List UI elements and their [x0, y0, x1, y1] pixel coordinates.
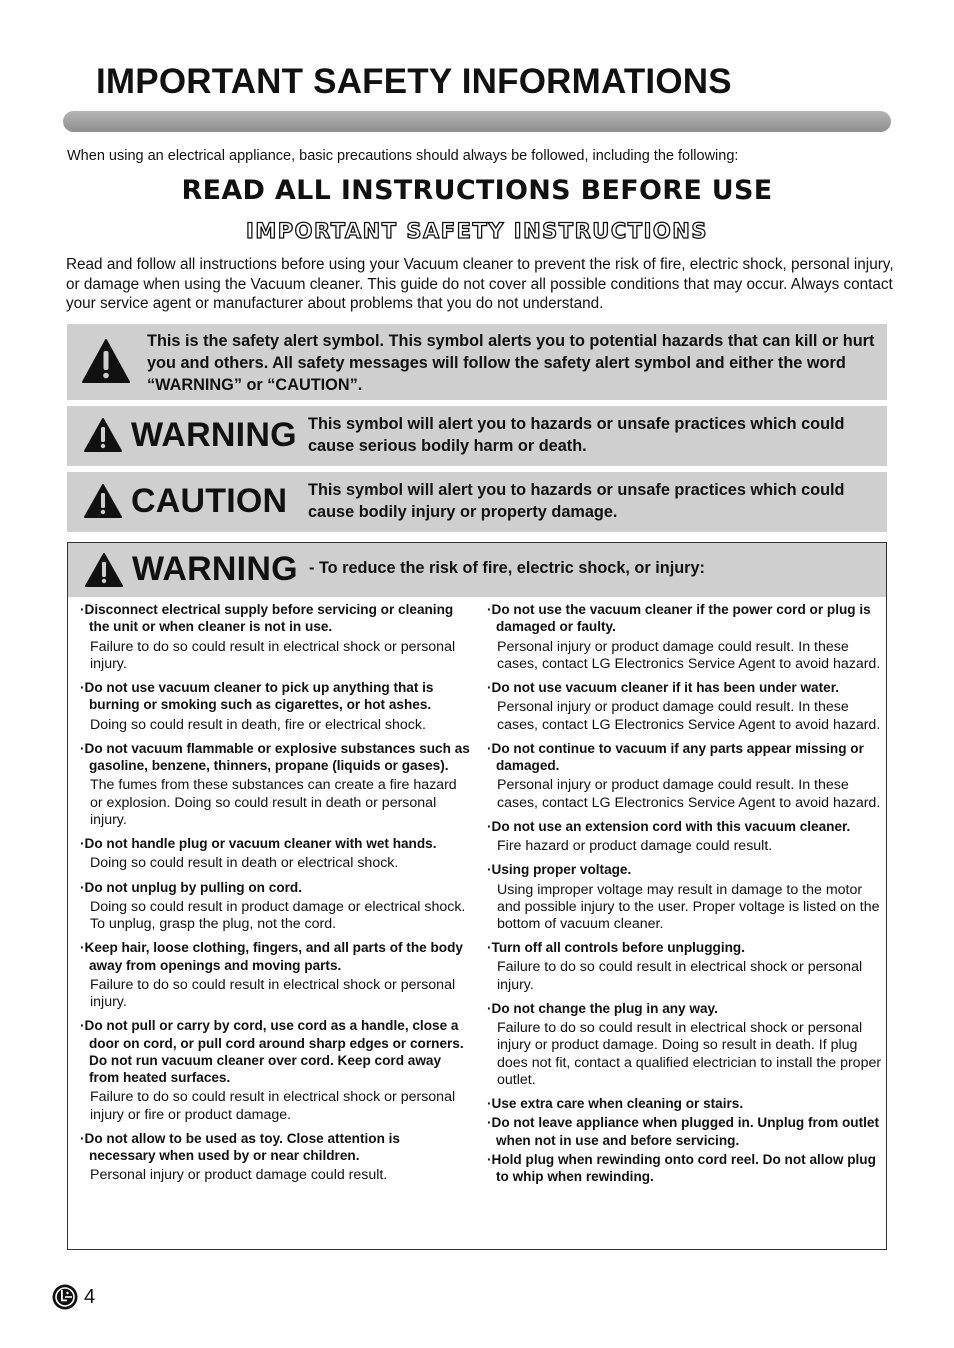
warning-list-left-column	[80, 601, 470, 1191]
item-title: · Do not use vacuum cleaner to pick up anything that is burning or smoking such as cigarettes, or hot ashes.	[80, 679, 470, 714]
warning-list-header	[68, 543, 886, 597]
warning-list-right-column	[487, 601, 882, 1191]
item-body: Personal injury or product damage could result. In these cases, contact LG Electronics Service Agent to avoid hazard.	[497, 638, 881, 672]
item-body: Using improper voltage may result in damage to the motor and possible injury to the user. Proper voltage is listed on the bottom of vacuum cleaner.	[497, 881, 880, 932]
warning-list-subtitle: - To reduce the risk of fire, electric shock, or injury:	[309, 559, 705, 577]
item-body: Failure to do so could result in electrical shock or personal injury or fire or product damage.	[90, 1089, 456, 1123]
item-body: Personal injury or product damage could result. In these cases, contact LG Electronics Service Agent to avoid hazard.	[497, 777, 881, 811]
safety-alert-symbol-text: This is the safety alert symbol. This symbol alerts you to potential hazards that can kill or hurt you and others. All safety messages will follow the safety alert symbol and either the word “WARNING” or “CAUTION”.	[147, 332, 875, 394]
warning-definition-text: This symbol will alert you to hazards or unsafe practices which could cause serious bodily harm or death.	[308, 415, 845, 455]
list-item	[80, 939, 470, 1011]
warning-definition-box	[67, 406, 887, 466]
warning-signal-word: WARNING	[131, 416, 297, 454]
warning-triangle-icon	[83, 417, 123, 453]
list-item	[487, 1151, 882, 1186]
caution-definition-text: This symbol will alert you to hazards or unsafe practices which could cause bodily injury or property damage.	[308, 481, 845, 521]
list-item	[487, 1000, 882, 1089]
item-title: · Do not use vacuum cleaner if it has been under water.	[487, 679, 882, 696]
caution-signal-word: CAUTION	[131, 482, 288, 520]
caution-triangle-icon	[83, 483, 123, 519]
item-title: · Disconnect electrical supply before servicing or cleaning the unit or when cleaner is not in use.	[80, 601, 470, 636]
list-item	[80, 1130, 470, 1185]
item-body: Personal injury or product damage could result. In these cases, contact LG Electronics Service Agent to avoid hazard.	[497, 699, 881, 733]
intro-paragraph: Read and follow all instructions before using your Vacuum cleaner to prevent the risk of fire, electric shock, personal injury, or damage when using the Vacuum cleaner. This guide do not cover all possible conditions that may occur. Always contact your service agent or manufacturer about problems that you do not understand.	[66, 256, 894, 312]
page-number: 4	[84, 1286, 96, 1308]
intro-text: When using an electrical appliance, basic precautions should always be followed, including the following:	[67, 148, 739, 164]
lg-logo-icon	[52, 1284, 78, 1310]
list-item	[487, 939, 882, 994]
safety-alert-symbol-box	[67, 324, 887, 400]
item-title: · Do not change the plug in any way.	[487, 1000, 882, 1017]
item-title: · Using proper voltage.	[487, 861, 882, 878]
list-item	[80, 1017, 470, 1124]
title-divider-bar	[63, 111, 891, 132]
item-title: · Do not vacuum flammable or explosive substances such as gasoline, benzene, thinners, propane (liquids or gases).	[80, 740, 470, 775]
list-item	[80, 879, 470, 934]
item-body: Doing so could result in death, fire or electrical shock.	[90, 716, 426, 733]
caution-definition-box	[67, 472, 887, 532]
item-body: Fire hazard or product damage could result.	[497, 838, 773, 854]
item-title: · Do not continue to vacuum if any parts appear missing or damaged.	[487, 740, 882, 775]
item-title: · Do not allow to be used as toy. Close attention is necessary when used by or near children.	[80, 1130, 470, 1165]
item-body: Doing so could result in product damage or electrical shock. To unplug, grasp the plug, not the cord.	[90, 898, 466, 932]
item-body: Failure to do so could result in electrical shock or personal injury.	[90, 638, 456, 672]
item-title: · Do not leave appliance when plugged in. Unplug from outlet when not in use and before servicing.	[487, 1114, 882, 1149]
item-body: Personal injury or product damage could result.	[90, 1167, 388, 1184]
item-body: The fumes from these substances can create a fire hazard or explosion. Doing so could result in death or personal injury.	[90, 777, 457, 828]
item-title: · Do not pull or carry by cord, use cord as a handle, close a door on cord, or pull cord around sharp edges or corners. Do not run vacuum cleaner over cord. Keep cord away from heated surfaces.	[80, 1017, 470, 1086]
list-item	[80, 679, 470, 734]
warning-list-signal-word: WARNING	[132, 550, 298, 588]
list-item	[487, 601, 882, 673]
item-body: Failure to do so could result in electrical shock or personal injury.	[497, 959, 863, 993]
list-item	[487, 679, 882, 734]
item-title: · Use extra care when cleaning or stairs.	[487, 1095, 882, 1112]
item-body: Doing so could result in death or electrical shock.	[90, 855, 399, 872]
list-item	[80, 835, 470, 873]
safety-alert-triangle-icon	[81, 338, 131, 384]
list-item	[80, 740, 470, 829]
item-body: Failure to do so could result in electrical shock or personal injury.	[90, 976, 456, 1010]
list-item	[487, 818, 882, 856]
list-item	[487, 861, 882, 933]
item-body: Failure to do so could result in electrical shock or personal injury or product damage. Doing so result in death. If plug does not fit, contact a qualified electrician to install the proper outlet.	[497, 1020, 882, 1088]
item-title: · Hold plug when rewinding onto cord reel. Do not allow plug to whip when rewinding.	[487, 1151, 882, 1186]
list-item	[487, 1095, 882, 1112]
item-title: · Do not handle plug or vacuum cleaner with wet hands.	[80, 835, 470, 852]
read-instructions-heading: READ ALL INSTRUCTIONS BEFORE USE	[181, 175, 773, 206]
item-title: · Do not unplug by pulling on cord.	[80, 879, 470, 896]
item-title: · Turn off all controls before unplugging.	[487, 939, 882, 956]
item-title: · Do not use the vacuum cleaner if the power cord or plug is damaged or faulty.	[487, 601, 882, 636]
item-title: · Keep hair, loose clothing, fingers, and all parts of the body away from openings and moving parts.	[80, 939, 470, 974]
item-title: · Do not use an extension cord with this vacuum cleaner.	[487, 818, 882, 835]
list-item	[80, 601, 470, 673]
page-title: IMPORTANT SAFETY INFORMATIONS	[96, 62, 732, 101]
warning-triangle-icon	[84, 552, 124, 588]
list-item	[487, 740, 882, 812]
warning-list-section	[67, 542, 887, 1250]
important-safety-instructions-heading: IMPORTANT SAFETY INSTRUCTIONS	[246, 219, 708, 243]
list-item	[487, 1114, 882, 1149]
